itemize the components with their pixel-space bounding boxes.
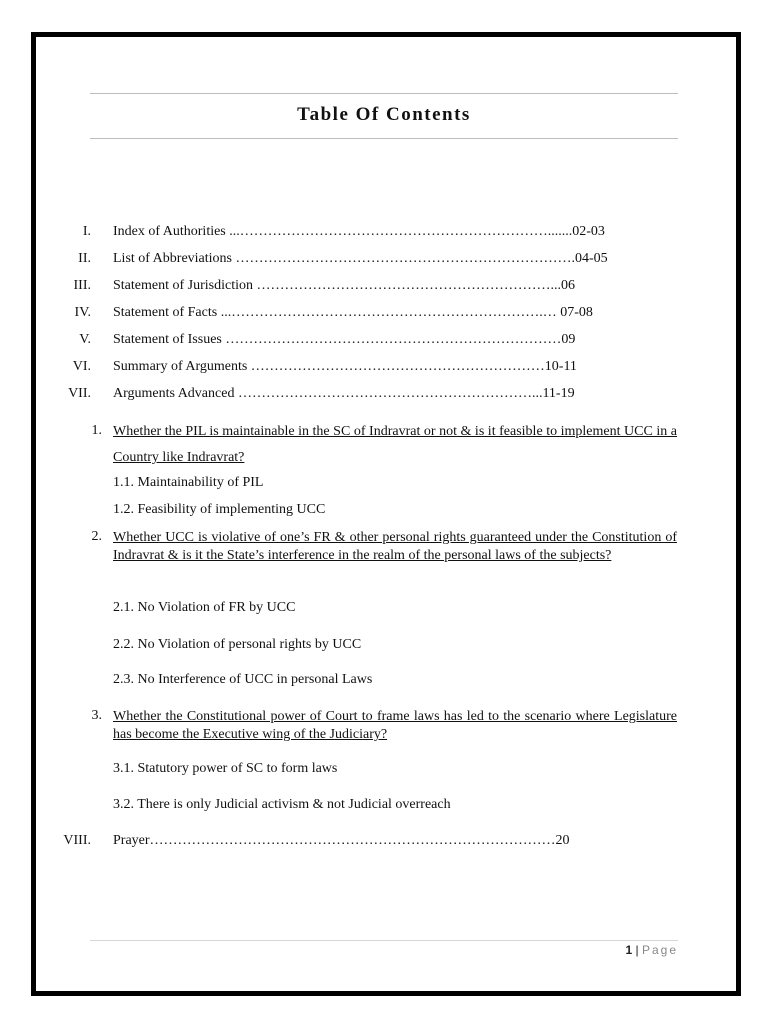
entry-number: I. — [82, 224, 91, 239]
entry-number: VII. — [68, 386, 91, 401]
entry-number: VI. — [72, 359, 91, 374]
entry-text: Arguments Advanced ………………………………………………………...11-19 — [113, 386, 575, 401]
entry-number: IV. — [74, 305, 91, 320]
entry-text: Prayer……………………………………………………………………………20 — [113, 833, 570, 848]
entry-number: III. — [73, 278, 91, 293]
sub-issue: 2.3. No Interference of UCC in personal Laws — [113, 672, 373, 687]
entry-text: List of Abbreviations ……………………………………………………………….04-05 — [113, 251, 608, 266]
sub-issue: 3.2. There is only Judicial activism & not Judicial overreach — [113, 797, 451, 812]
footer-rule — [90, 940, 678, 941]
issue-number: 3. — [91, 708, 102, 723]
page-footer — [625, 943, 678, 957]
page-number: 1 — [625, 943, 633, 957]
entry-text: Index of Authorities ...………………………………………………………….......02-03 — [113, 224, 605, 239]
entry-text: Statement of Issues ………………………………………………………………09 — [113, 332, 576, 347]
page-label: Page — [641, 943, 678, 957]
entry-text: Statement of Facts ...………………………………………………………….… 07-08 — [113, 305, 593, 320]
title-bottom-rule — [90, 138, 678, 139]
issue-question: Whether UCC is violative of one’s FR & other personal rights guaranteed under the Constitution of Indravrat & is it the State’s interference in the realm of the personal laws of the subjects? — [113, 530, 677, 563]
page-title: Table Of Contents — [297, 104, 471, 125]
sub-issue: 1.1. Maintainability of PIL — [113, 475, 264, 490]
issue-question: Whether the Constitutional power of Court to frame laws has led to the scenario where Legislature has become the Executive wing of the Judiciary? — [113, 709, 677, 742]
issue-question: Whether the PIL is maintainable in the SC of Indravrat or not & is it feasible to implement UCC in a Country like Indravrat? — [113, 424, 677, 465]
title-top-rule — [90, 93, 678, 94]
entry-number: II. — [78, 251, 91, 266]
sub-issue: 3.1. Statutory power of SC to form laws — [113, 761, 338, 776]
issue-number: 2. — [91, 529, 102, 544]
entry-number: VIII. — [63, 833, 91, 848]
entry-number: V. — [79, 332, 91, 347]
entry-text: Summary of Arguments ………………………………………………………10-11 — [113, 359, 577, 374]
sub-issue: 1.2. Feasibility of implementing UCC — [113, 502, 326, 517]
sub-issue: 2.2. No Violation of personal rights by UCC — [113, 637, 362, 652]
entry-text: Statement of Jurisdiction ………………………………………………………...06 — [113, 278, 575, 293]
footer-separator: | — [635, 943, 639, 957]
sub-issue: 2.1. No Violation of FR by UCC — [113, 600, 296, 615]
issue-number: 1. — [91, 423, 102, 438]
